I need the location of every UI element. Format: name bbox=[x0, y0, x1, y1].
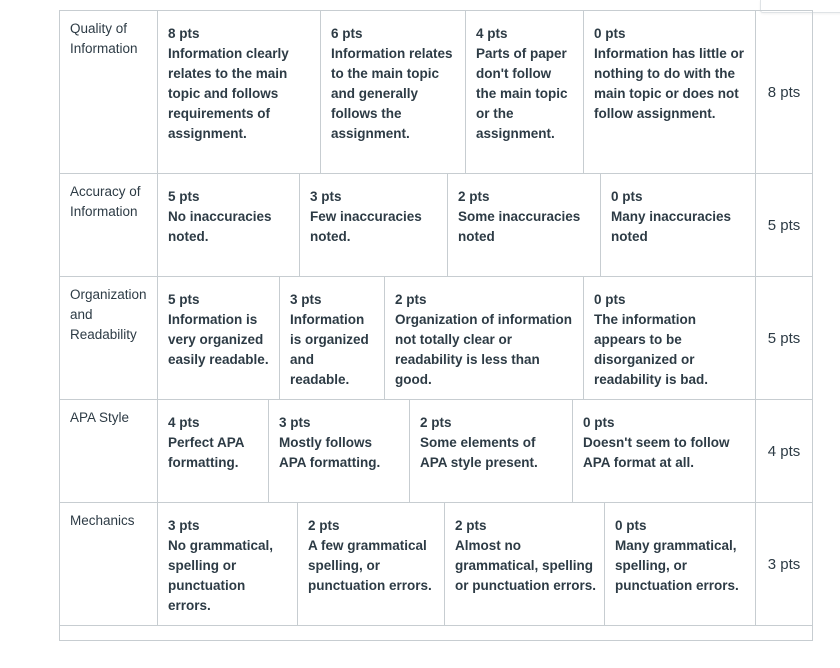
ratings-group bbox=[158, 503, 756, 625]
rating-cell bbox=[158, 174, 300, 276]
rating-cell bbox=[158, 400, 269, 502]
rating-cell bbox=[385, 277, 584, 399]
rating-points: 0 pts bbox=[615, 518, 647, 533]
rating-description: Information is very organized easily readable. bbox=[168, 312, 269, 367]
ratings-group bbox=[158, 277, 756, 399]
rating-cell bbox=[300, 174, 448, 276]
rating-points: 2 pts bbox=[395, 292, 427, 307]
rating-cell bbox=[584, 277, 756, 399]
rating-points: 3 pts bbox=[279, 415, 311, 430]
rating-cell bbox=[280, 277, 385, 399]
rating-cell bbox=[158, 503, 298, 625]
rating-description: Information clearly relates to the main topic and follows requirements of assignment. bbox=[168, 46, 289, 141]
rating-description: Doesn't seem to follow APA format at all. bbox=[583, 435, 730, 470]
rating-points: 2 pts bbox=[420, 415, 452, 430]
rating-points: 0 pts bbox=[611, 189, 643, 204]
criterion-name: Organization and Readability bbox=[60, 277, 158, 399]
rubric-row-apa-style bbox=[60, 400, 812, 503]
rating-description: No grammatical, spelling or punctuation errors. bbox=[168, 538, 274, 613]
rating-description: Information relates to the main topic and generally follows the assignment. bbox=[331, 46, 453, 141]
rating-points: 3 pts bbox=[290, 292, 322, 307]
rubric-footer-row bbox=[60, 626, 812, 641]
rating-description: Many grammatical, spelling, or punctuation errors. bbox=[615, 538, 739, 593]
rating-cell bbox=[298, 503, 445, 625]
rating-description: Few inaccuracies noted. bbox=[310, 209, 422, 244]
criterion-points: 5 pts bbox=[767, 329, 801, 347]
rating-description: Mostly follows APA formatting. bbox=[279, 435, 381, 470]
rating-description: Some inaccuracies noted bbox=[458, 209, 581, 244]
rating-points: 3 pts bbox=[168, 518, 200, 533]
rubric-row-organization bbox=[60, 277, 812, 400]
rating-description: Some elements of APA style present. bbox=[420, 435, 538, 470]
rating-points: 6 pts bbox=[331, 26, 363, 41]
rating-description: The information appears to be disorganized or readability is bad. bbox=[594, 312, 709, 387]
rating-points: 5 pts bbox=[168, 292, 200, 307]
rating-description: Almost no grammatical, spelling or punctuation errors. bbox=[455, 538, 597, 593]
rating-points: 2 pts bbox=[458, 189, 490, 204]
ratings-group bbox=[158, 400, 756, 502]
rating-cell bbox=[158, 11, 321, 173]
rating-description: Perfect APA formatting. bbox=[168, 435, 245, 470]
rating-points: 0 pts bbox=[583, 415, 615, 430]
rating-description: No inaccuracies noted. bbox=[168, 209, 272, 244]
rating-points: 2 pts bbox=[455, 518, 487, 533]
rating-points: 0 pts bbox=[594, 292, 626, 307]
rating-points: 0 pts bbox=[594, 26, 626, 41]
rating-cell bbox=[410, 400, 573, 502]
rubric-table bbox=[59, 10, 813, 641]
rating-points: 3 pts bbox=[310, 189, 342, 204]
rating-points: 4 pts bbox=[476, 26, 508, 41]
rating-description: Parts of paper don't follow the main topic or the assignment. bbox=[476, 46, 568, 141]
rubric-row-quality bbox=[60, 11, 812, 174]
ratings-group bbox=[158, 11, 756, 173]
rating-cell bbox=[158, 277, 280, 399]
rating-cell bbox=[601, 174, 756, 276]
criterion-points: 3 pts bbox=[767, 555, 801, 573]
rating-description: Many inaccuracies noted bbox=[611, 209, 732, 244]
criterion-points: 8 pts bbox=[767, 83, 801, 101]
rating-points: 4 pts bbox=[168, 415, 200, 430]
rating-cell bbox=[269, 400, 410, 502]
rating-cell bbox=[605, 503, 756, 625]
rating-points: 2 pts bbox=[308, 518, 340, 533]
rating-cell bbox=[445, 503, 605, 625]
rating-description: Information is organized and readable. bbox=[290, 312, 369, 387]
criterion-name: Mechanics bbox=[60, 503, 158, 625]
rating-description: A few grammatical spelling, or punctuation errors. bbox=[308, 538, 432, 593]
rubric-row-accuracy bbox=[60, 174, 812, 277]
rating-cell bbox=[573, 400, 756, 502]
rating-points: 8 pts bbox=[168, 26, 200, 41]
criterion-points: 4 pts bbox=[767, 442, 801, 460]
rating-cell bbox=[584, 11, 756, 173]
criterion-name: Quality of Information bbox=[60, 11, 158, 173]
rating-description: Organization of information not totally clear or readability is less than good. bbox=[395, 312, 572, 387]
criterion-name: APA Style bbox=[60, 400, 158, 502]
rating-cell bbox=[321, 11, 466, 173]
rubric-row-mechanics bbox=[60, 503, 812, 626]
ratings-group bbox=[158, 174, 756, 276]
rating-cell bbox=[448, 174, 601, 276]
criterion-name: Accuracy of Information bbox=[60, 174, 158, 276]
rating-description: Information has little or nothing to do with the main topic or does not follow assignment. bbox=[594, 46, 745, 121]
rating-points: 5 pts bbox=[168, 189, 200, 204]
rating-cell bbox=[466, 11, 584, 173]
criterion-points: 5 pts bbox=[767, 216, 801, 234]
